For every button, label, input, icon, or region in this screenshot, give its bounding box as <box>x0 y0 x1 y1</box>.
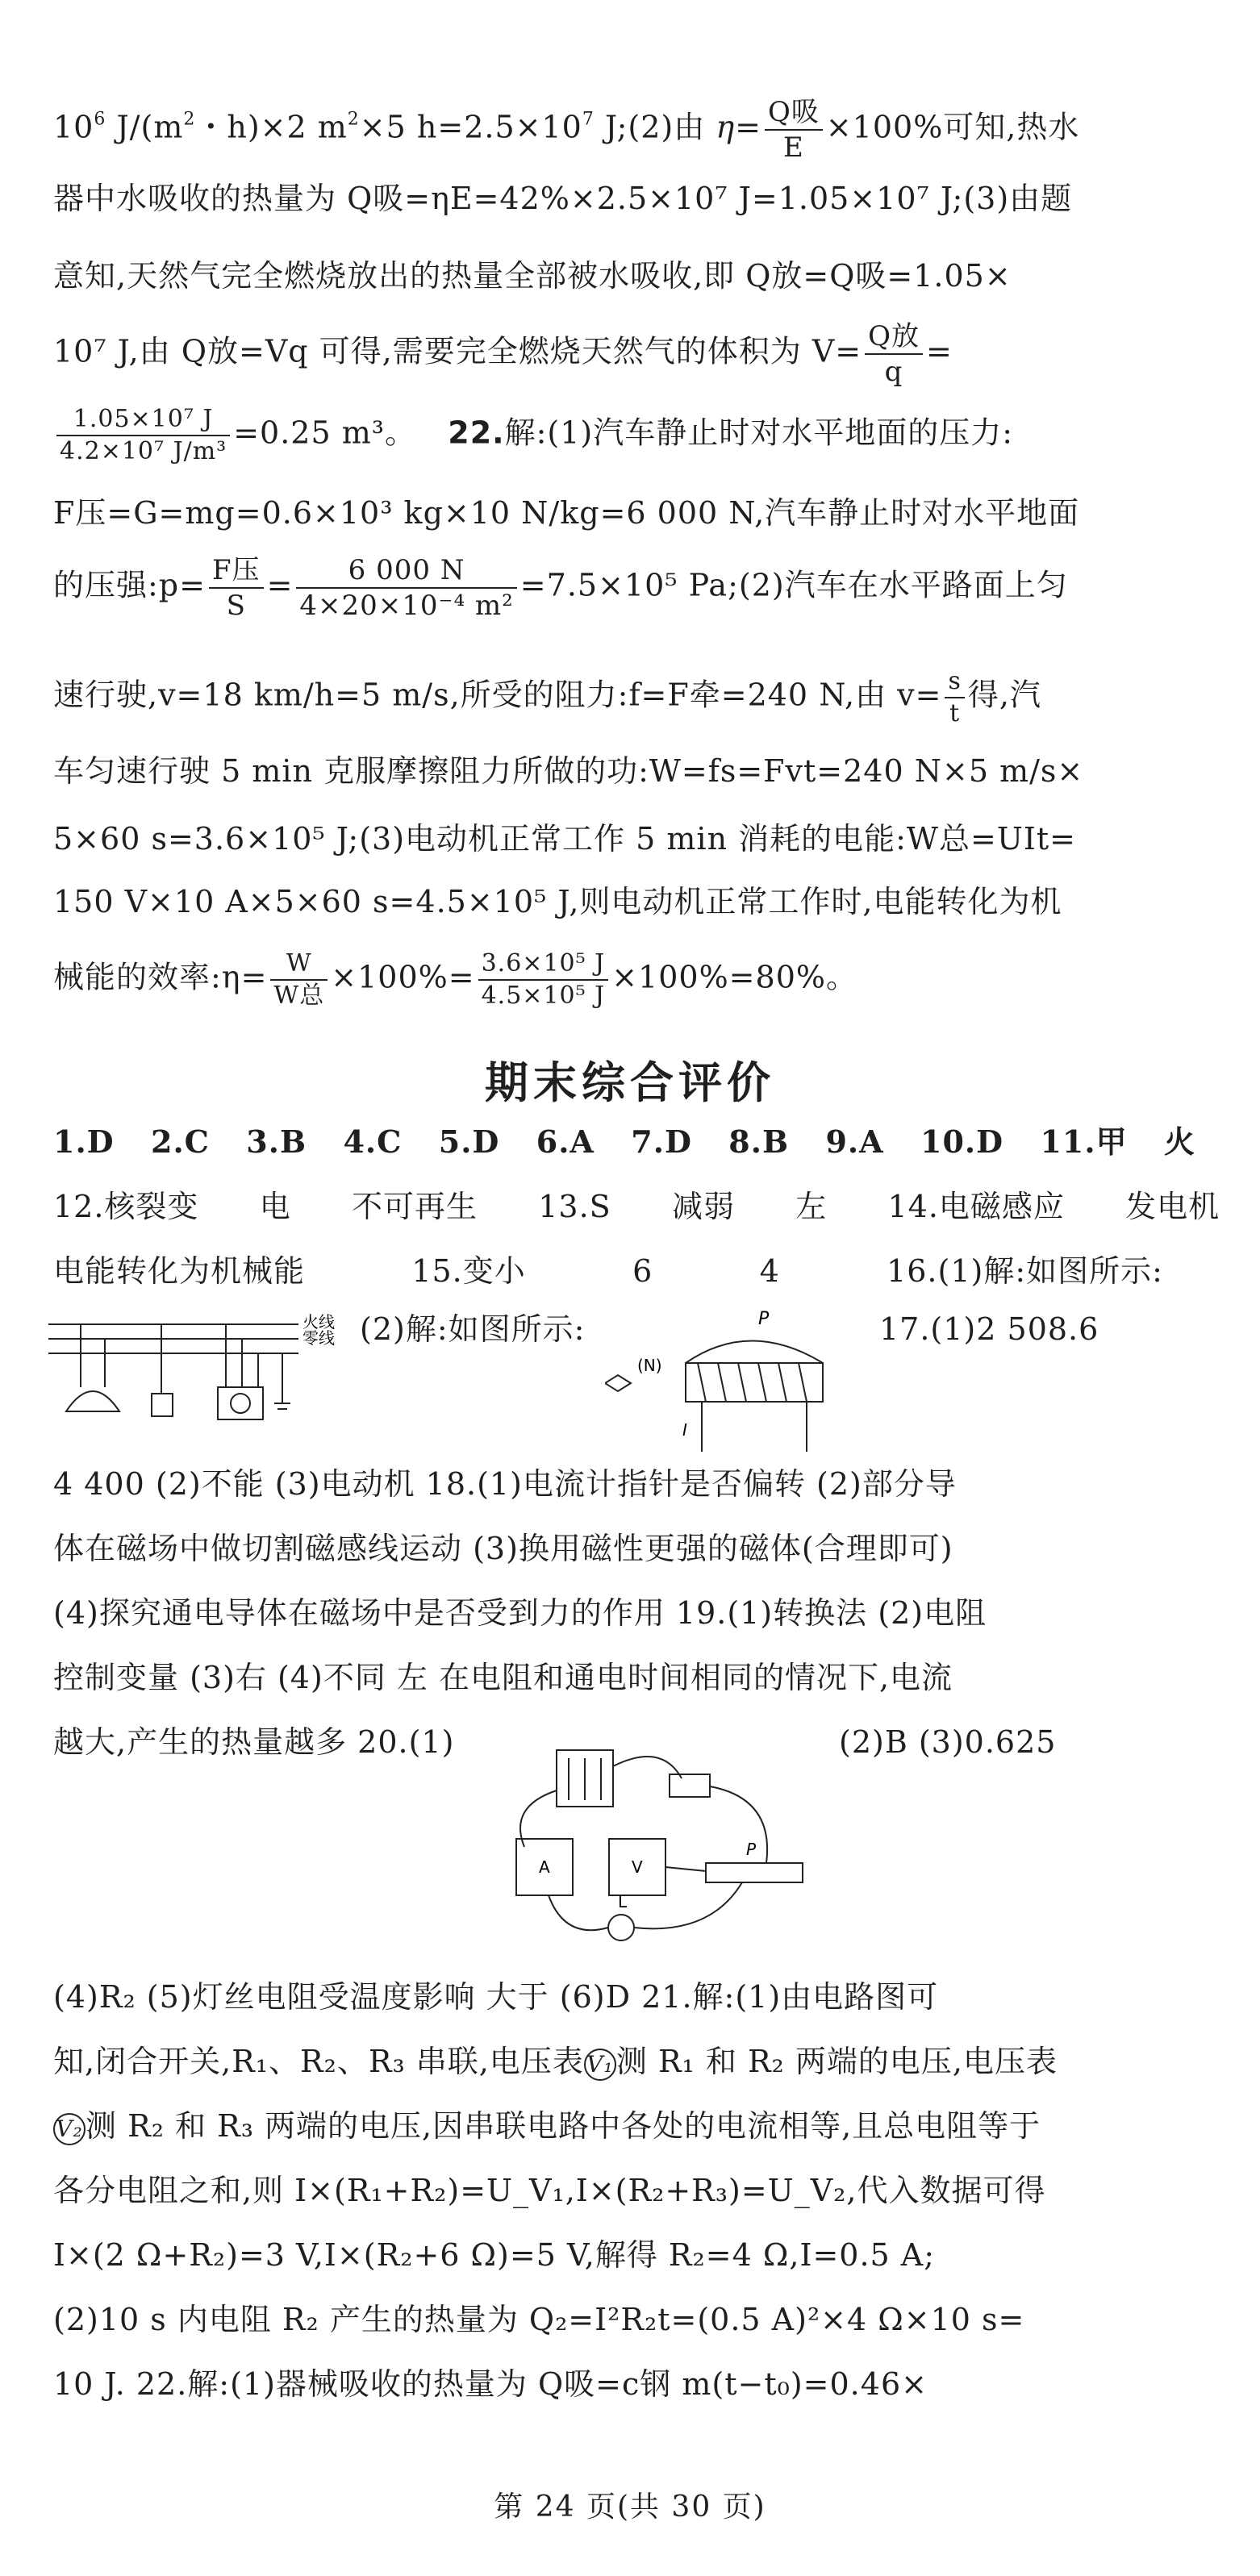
answer-row-9b: (2)B (3)0.625 <box>839 1724 1057 1760</box>
answer-row-16: 10 J. 22.解:(1)器械吸收的热量为 Q吸=c钢 m(t−t₀)=0.46× <box>53 2366 928 2402</box>
efficiency-w-fraction: $\frac{W}{\text{W总}}$ <box>270 952 328 1008</box>
answer-row-7: (4)探究通电导体在磁场中是否受到力的作用 19.(1)转换法 (2)电阻 <box>53 1595 987 1631</box>
answer-row-15: (2)10 s 内电阻 R₂ 产生的热量为 Q₂=I²R₂t=(0.5 A)²×4 Ω×10 s= <box>53 2302 1025 2337</box>
answer-row-3: 电能转化为机械能 15.变小 6 4 16.(1)解:如图所示: <box>53 1253 1163 1289</box>
lamp-icon <box>66 1391 119 1411</box>
answer-item: 11.甲 <box>1040 1123 1128 1160</box>
answer-item: 5.D <box>438 1123 500 1160</box>
bulb-label: L <box>618 1892 628 1911</box>
answer-item: 3.B <box>246 1123 307 1160</box>
answer-row-6: 体在磁场中做切割磁感线运动 (3)换用磁性更强的磁体(合理即可) <box>53 1531 953 1566</box>
household-wiring-figure <box>48 1307 355 1428</box>
answer-item: 2.C <box>151 1123 210 1160</box>
answer-row-14: I×(2 Ω+R₂)=3 V,I×(R₂+6 Ω)=5 V,解得 R₂=4 Ω,I=0.5 A; <box>53 2237 936 2273</box>
compass-needle-icon <box>605 1375 631 1391</box>
answer-item: 9.A <box>825 1123 884 1160</box>
volume-fraction: $\frac{\text{Q放}}{q}$ <box>865 323 923 386</box>
section-title: 期末综合评价 <box>485 1057 775 1108</box>
answer-item: 4.C <box>343 1123 403 1160</box>
text-line-8: 速行驶,v=18 km/h=5 m/s,所受的阻力:f=F牵=240 N,由 v= $\frac{s}{t}$ 得,汽 <box>53 667 1041 727</box>
bulb-icon <box>608 1915 634 1940</box>
voltmeter-label: V <box>632 1857 643 1877</box>
text-line-6: F压=G=mg=0.6×10³ kg×10 N/kg=6 000 N,汽车静止时对水平地面 <box>53 495 1080 531</box>
answer-item: 8.B <box>728 1123 790 1160</box>
answer-row-4-mid: (2)解:如图所示: <box>360 1311 586 1347</box>
answer-row-5: 4 400 (2)不能 (3)电动机 18.(1)电流计指针是否偏转 (2)部分导 <box>53 1466 957 1502</box>
experiment-circuit-figure <box>500 1734 815 1952</box>
velocity-fraction: $\frac{s}{t}$ <box>945 669 964 726</box>
text-line-12: 械能的效率:η= $\frac{W}{\text{W总}}$ ×100%= $\frac{\text{3.6×10⁵ J}}{\text{4.5×10⁵ J}}$ ×100%=80%。 <box>53 949 857 1010</box>
neutral-wire-label: 零线 <box>302 1328 335 1348</box>
ammeter-label: A <box>539 1857 550 1877</box>
page-footer: 第 24 页(共 30 页) <box>494 2491 766 2524</box>
answer-row-10: (4)R₂ (5)灯丝电阻受温度影响 大于 (6)D 21.解:(1)由电路图可 <box>53 1979 939 2015</box>
pressure-fraction: $\frac{\text{F压}}{S}$ <box>209 556 264 619</box>
socket-icon <box>218 1387 263 1419</box>
answer-row-8: 控制变量 (3)右 (4)不同 左 在电阻和通电时间相同的情况下,电流 <box>53 1660 953 1695</box>
answer-row-13: 各分电阻之和,则 I×(R₁+R₂)=U_V₁,I×(R₂+R₃)=U_V₂,代入数据可得 <box>53 2173 1046 2208</box>
answer-item: 1.D <box>53 1123 115 1160</box>
answer-row-9a: 越大,产生的热量越多 20.(1) <box>53 1724 455 1760</box>
text-line-10: 5×60 s=3.6×10⁵ J;(3)电动机正常工作 5 min 消耗的电能:W总=UIt= <box>53 821 1076 857</box>
answer-row-12: V₂测 R₂ 和 R₃ 两端的电压,因串联电路中各处的电流相等,且总电阻等于 <box>53 2107 1195 2145</box>
efficiency-value-fraction: $\frac{\text{3.6×10⁵ J}}{\text{4.5×10⁵ J}}$ <box>478 952 609 1008</box>
text-line-1: $10^6$ $J/(m^2$・h)×2 $m^2\times 5$ $h=2.5\times 10^7$ J;(2)由 η= $\frac{\text{Q吸}}{E}$ ×100%可知,热水 <box>53 96 1080 164</box>
efficiency-fraction: $\frac{\text{Q吸}}{E}$ <box>765 98 823 161</box>
answer-item: 火 <box>1163 1123 1195 1160</box>
volume-result-fraction: $\frac{\text{1.05×10⁷ J}}{\text{4.2×10⁷ J/m³}}$ <box>56 407 230 464</box>
text-line-4: 10⁷ J,由 Q放=Vq 可得,需要完全燃烧天然气的体积为 V= $\frac{\text{Q放}}{q}$ = <box>53 320 953 388</box>
voltmeter-v2-symbol: V₂ <box>53 2113 86 2145</box>
text-line-5: $\frac{\text{1.05×10⁷ J}}{\text{4.2×10⁷ J/m³}}$ =0.25 m³。 22.解:(1)汽车静止时对水平地面的压力: <box>53 407 1195 464</box>
pressure-value-fraction: $\frac{6 000 N}{\text{4×20×10⁻⁴ m²}}$ <box>296 556 516 619</box>
answer-row-2: 12.核裂变 电 不可再生 13.S 减弱 左 14.电磁感应 发电机 <box>53 1189 1220 1224</box>
current-label: I <box>682 1420 687 1440</box>
text-line-7: 的压强:p= $\frac{\text{F压}}{S}$ = $\frac{6 000 N}{\text{4×20×10⁻⁴ m²}}$ =7.5×10⁵ Pa;(2)汽车在水平路面上匀 <box>53 554 1068 622</box>
live-wire-label: 火线 <box>302 1312 335 1332</box>
north-pole-label: (N) <box>637 1356 662 1375</box>
switch-icon <box>152 1394 173 1416</box>
answer-item: 10.D <box>920 1123 1004 1160</box>
answer-row-11: 知,闭合开关,R₁、R₂、R₃ 串联,电压表 V₁测 R₁ 和 R₂ 两端的电压,电压表 <box>53 2044 1058 2079</box>
text-line-2: 器中水吸收的热量为 Q吸=ηE=42%×2.5×10⁷ J=1.05×10⁷ J;(3)由题 <box>53 181 1073 216</box>
pointer-p-label: P <box>758 1309 770 1329</box>
rheostat-icon <box>706 1863 803 1882</box>
answer-row-1 <box>53 1123 1195 1161</box>
answer-row-4-right: 17.(1)2 508.6 <box>879 1311 1099 1347</box>
text-line-9: 车匀速行驶 5 min 克服摩擦阻力所做的功:W=fs=Fvt=240 N×5 m/s× <box>53 753 1084 789</box>
text-line-3: 意知,天然气完全燃烧放出的热量全部被水吸收,即 Q放=Q吸=1.05× <box>53 258 1012 294</box>
rheostat-slider-label: P <box>746 1840 757 1859</box>
text-line-11: 150 V×10 A×5×60 s=4.5×10⁵ J,则电动机正常工作时,电能转化为机 <box>53 884 1062 919</box>
switch-icon <box>670 1774 710 1797</box>
voltmeter-v1-symbol: V₁ <box>584 2049 616 2081</box>
solenoid-figure <box>605 1307 863 1460</box>
answer-item: 6.A <box>536 1123 595 1160</box>
answer-item: 7.D <box>631 1123 692 1160</box>
